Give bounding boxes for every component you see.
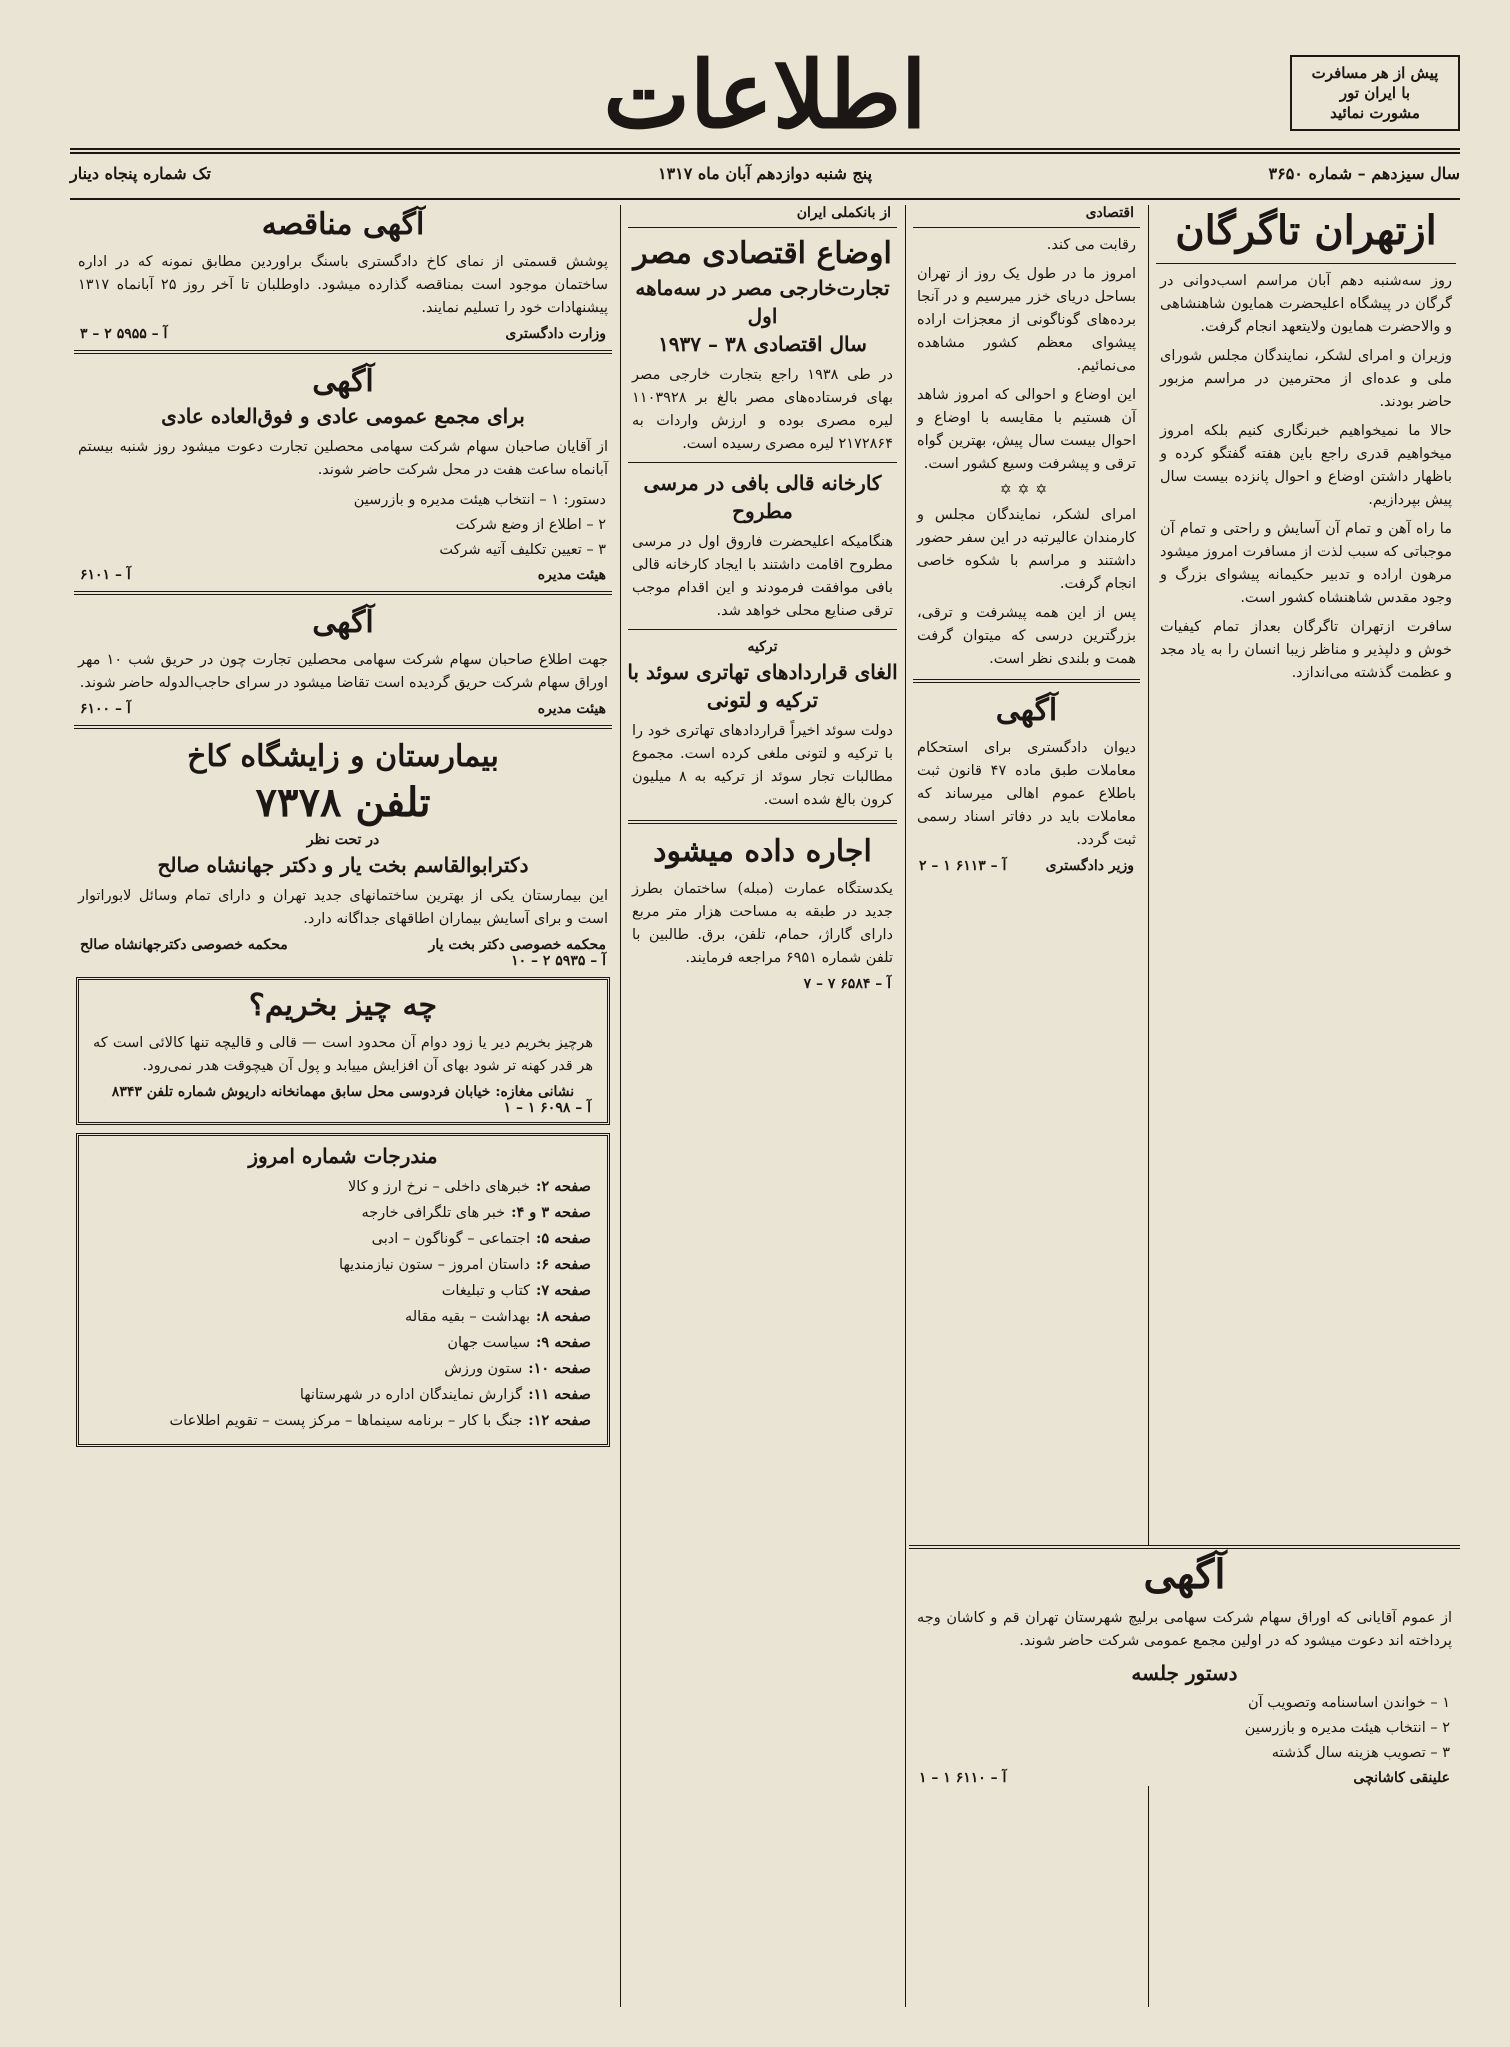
ad-signature: علینقی کاشانچی <box>1353 1770 1450 1786</box>
contents-text: بهداشت – بقیه مقاله <box>404 1309 530 1325</box>
column-divider <box>620 205 621 2007</box>
article-paragraph: پس از این همه پیشرفت و ترقی، بزرگترین درسی که میتوان گرفت همت و بلندی نظر است. <box>917 605 1136 667</box>
section-label: ترکیه <box>747 639 778 655</box>
separator <box>913 227 1140 228</box>
contents-item <box>95 1356 591 1382</box>
ad-reference: آ – ۶۱۰۱ <box>80 567 131 583</box>
promo-line: پیش از هر مسافرت <box>1311 64 1439 82</box>
contents-item <box>95 1200 591 1226</box>
agenda-item: ۱ – خواندن اساسنامه وتصویب آن <box>1247 1695 1450 1711</box>
article-paragraph: وزیران و امرای لشکر، نمایندگان مجلس شورای ملی و عده‌ای از محترمین در مراسم مزبور حاضر بودند. <box>1160 348 1452 410</box>
contents-item <box>95 1252 591 1278</box>
ad-footer <box>70 326 616 342</box>
agenda-title: دستور جلسه <box>1131 1661 1238 1685</box>
ad-signature: هیئت مدیره <box>537 701 606 717</box>
article-subheadline: تجارت‌خارجی مصر در سه‌ماهه اول <box>635 276 890 328</box>
ad-body: از عموم آقایانی که اوراق سهام شرکت سهامی برلیچ شهرستان تهران قم و کاشان وجه پرداخته اند دعوت میشود که در اولین مجمع عمومی شرکت حاضر شوند. <box>917 1610 1452 1649</box>
ad-footer <box>909 858 1144 874</box>
contents-page: صفحه ۳ و ۴: <box>511 1204 591 1221</box>
column-mid-left <box>624 205 901 2007</box>
ad-footer <box>909 1770 1460 1786</box>
contents-item <box>95 1304 591 1330</box>
hospital-doctors: دکترابوالقاسم بخت یار و دکتر جهانشاه صالح <box>157 853 529 877</box>
contents-item <box>95 1226 591 1252</box>
masthead-rule <box>70 148 1460 150</box>
agenda-item: ۲ – اطلاع از وضع شرکت <box>455 517 606 533</box>
ad-body: جهت اطلاع صاحبان سهام شرکت سهامی محصلین تجارت چون در حریق شب ۱۰ مهر اوراق سهام شرکت حریق گردیده است تقاضا میشود در سرای حاجب‌الدوله حاضر شوند. <box>78 652 608 691</box>
article-headline: الغای قراردادهای تهاتری سوئد با ترکیه و لتونی <box>627 660 898 712</box>
hospital-body: این بیمارستان یکی از بهترین ساختمانهای جدید تهران و دارای تمام وسائل لابوراتوار است و برای آسایش بیماران اطاقهای جداگانه دارد. <box>78 888 608 927</box>
promo-line: مشورت نمائید <box>1330 104 1420 122</box>
article-subheadline: سال اقتصادی ۳۸ – ۱۹۳۷ <box>658 332 867 356</box>
ad-reference: آ – ۵۹۳۵ ۲ – ۱۰ <box>511 953 606 969</box>
separator <box>74 591 612 595</box>
contents-text: سیاست جهان <box>447 1335 530 1351</box>
section-stars: ✡✡✡ <box>999 482 1054 498</box>
ad-subtitle: برای مجمع عمومی عادی و فوق‌العاده عادی <box>161 404 525 428</box>
ad-agenda <box>70 488 616 563</box>
ad-title: آگهی مناقصه <box>261 207 425 242</box>
ad-body: از آقایان صاحبان سهام شرکت سهامی محصلین تجارت دعوت میشود روز شنبه بیستم آبانماه ساعت هفت در محل شرکت حاضر شوند. <box>78 439 608 478</box>
contents-list <box>85 1174 601 1434</box>
ad-address: نشانی مغازه: خیابان فردوسی محل سابق مهمانخانه داریوش شماره تلفن ۸۳۴۳ <box>111 1084 575 1100</box>
contents-box <box>76 1133 610 1447</box>
ad-footer <box>624 976 901 992</box>
article-paragraph: این اوضاع و احوالی که امروز شاهد آن هستیم با مقایسه با اوضاع و احوال بیست سال پیش، بهترین گواه ترقی و پیشرفت وسیع کشور است. <box>917 387 1136 472</box>
ad-reference: آ – ۵۹۵۵ ۲ – ۳ <box>80 326 168 342</box>
hospital-note: در تحت نظر <box>306 832 380 848</box>
agenda-item: ۳ – تصویب هزینه سال گذشته <box>1271 1745 1450 1761</box>
contents-page: صفحه ۱۰: <box>528 1360 591 1377</box>
ad-title: چه چیز بخریم؟ <box>248 988 438 1023</box>
ad-title: آگهی <box>995 693 1058 728</box>
ad-reference: آ – ۶۵۸۴ ۷ – ۷ <box>803 976 891 992</box>
separator <box>628 462 897 463</box>
contents-text: خبرهای داخلی – نرخ ارز و کالا <box>347 1179 530 1195</box>
ad-reference: آ – ۶۱۱۳ ۱ – ۲ <box>919 858 1007 874</box>
agenda-item: ۳ – تعیین تکلیف آتیه شرکت <box>439 542 606 558</box>
contents-page: صفحه ۲: <box>536 1178 591 1195</box>
contents-item <box>95 1278 591 1304</box>
ad-body: دیوان دادگستری برای استحکام معاملات طبق ماده ۴۷ قانون ثبت باطلاع عموم اهالی میرساند که معاملات باید در دفاتر اسناد رسمی ثبت گردد. <box>917 740 1136 848</box>
separator <box>628 629 897 630</box>
ad-signature: هیئت مدیره <box>537 567 606 583</box>
article-paragraph: هنگامیکه اعلیحضرت فاروق اول در مرسی مطروح اقامت داشتند با ایجاد کارخانه قالی بافی موافقت فرمودند و این اقدام موجب ترقی صنایع محلی خواهد شد. <box>632 534 893 619</box>
article-headline: اوضاع اقتصادی مصر <box>633 236 892 271</box>
ad-signature: وزارت دادگستری <box>505 326 606 342</box>
article-paragraph: رقابت می کند. <box>1046 237 1136 253</box>
dateline-rule <box>70 198 1460 200</box>
promo-line: با ایران تور <box>1339 84 1411 102</box>
contents-text: ستون ورزش <box>444 1361 523 1377</box>
ad-signature: وزیر دادگستری <box>1045 858 1134 874</box>
article-headline: کارخانه قالی بافی در مرسی مطروح <box>643 471 882 523</box>
contents-item <box>95 1408 591 1434</box>
article-paragraph: حالا ما نمیخواهیم خبرنگاری کنیم بلکه امروز میخواهیم قدری راجع باین هفته گفتگو کرده و باظهار داشتن اوضاع و احوال پانزده بیست سال پیش بپردازیم. <box>1160 423 1452 508</box>
separator <box>913 679 1140 683</box>
ad-footer <box>85 1100 601 1116</box>
ad-footer <box>70 953 616 969</box>
ad-body: پوشش قسمتی از نمای کاخ دادگستری باسنگ براوردین مطابق نمونه که در اداره ساختمان موجود است بمناقصه گذارده میشود. داوطلبان تا آخر روز ۲۵ آبانماه ۱۳۱۷ پیشنهادات خود را تسلیم نمایند. <box>78 254 608 316</box>
masthead <box>70 40 1460 149</box>
column-left <box>70 205 616 2007</box>
contents-page: صفحه ۸: <box>536 1308 591 1325</box>
article-paragraph: امروز ما در طول یک روز از تهران بساحل دریای خزر میرسیم و در آنجا برده‌های گوناگونی از معجزات اراده پیشوای معظم کشور مشاهده می‌نمائیم. <box>917 266 1136 374</box>
separator <box>74 725 612 729</box>
issue-number: سال سیزدهم – شماره ۳۶۵۰ <box>1268 164 1460 183</box>
agenda-item: دستور: ۱ – انتخاب هیئت مدیره و بازرسین <box>353 492 606 508</box>
ad-body: یکدستگاه عمارت (مبله) ساختمان بطرز جدید در طبقه به مساحت هزار متر مربع دارای گاراژ، حمام، تلفن، برق. طالبین با تلفن شماره ۶۹۵۱ مراجعه فرمایند. <box>632 881 893 966</box>
contents-page: صفحه ۹: <box>536 1334 591 1351</box>
ad-reference: آ – ۶۱۱۰ ۱ – ۱ <box>919 1770 1007 1786</box>
article-headline: ازتهران تاگرگان <box>1175 207 1437 254</box>
article-paragraph: روز سه‌شنبه دهم آبان مراسم اسب‌دوانی در گرگان در پیشگاه اعلیحضرت همایون شاهنشاهی و والاحضرت همایون ولایتعهد انجام گرفت. <box>1160 273 1452 335</box>
hospital-phone: تلفن ۷۳۷۸ <box>255 779 431 826</box>
contents-title: مندرجات شماره امروز <box>248 1144 438 1168</box>
ad-reference: آ – ۶۱۰۰ <box>80 701 131 717</box>
ad-title: آگهی <box>312 364 374 399</box>
section-header <box>624 205 901 221</box>
contents-page: صفحه ۵: <box>536 1230 591 1247</box>
agenda-item: ۲ – انتخاب هیئت مدیره و بازرسین <box>1244 1720 1450 1736</box>
promo-box <box>1290 55 1460 131</box>
hospital-office: محکمه خصوصی دکتر بخت یار <box>428 937 606 953</box>
article-paragraph: دولت سوئد اخیراً قراردادهای تهاتری خود را با ترکیه و لتونی ملغی کرده است. مجموع مطالبات تجار سوئد از ترکیه به ۸ میلیون کرون بالغ شده است. <box>632 723 893 808</box>
hospital-office: محکمه خصوصی دکترجهانشاه صالح <box>80 937 288 953</box>
dateline <box>70 160 1460 190</box>
section-label: از بانکملی ایران <box>796 205 891 221</box>
separator <box>74 350 612 354</box>
article-paragraph: ما راه آهن و تمام آن آسایش و راحتی و تمام آن موجباتی که سبب لذت از مسافرت امروز میشود مرهون اراده و تدبیر حکیمانه پیشوای بزرگ و وجود مقدس شاهنشاه کشور است. <box>1160 521 1452 606</box>
masthead-rule-2 <box>70 152 1460 154</box>
contents-page: صفحه ۶: <box>536 1256 591 1273</box>
ad-body: هرچیز بخریم دیر یا زود دوام آن محدود است — قالی و قالیچه تنها کالائی است که هر قدر کهنه تر شود بهای آن افزایش مییابد و پول آن هیچوقت هدر نمی‌رود. <box>93 1035 593 1074</box>
carpet-ad <box>76 977 610 1125</box>
article-paragraph: سافرت ازتهران تاگرگان بعداز تمام کیفیات خوش و دلپذیر و مناظر زیبا انسان را به یاد مجد و عظمت گذشته می‌اندازد. <box>1160 619 1452 681</box>
hospital-offices <box>70 937 616 953</box>
separator <box>628 820 897 824</box>
section-label: اقتصادی <box>1085 205 1134 221</box>
contents-page: صفحه ۷: <box>536 1282 591 1299</box>
ad-title: اجاره داده میشود <box>653 834 872 869</box>
contents-text: کتاب و تبلیغات <box>441 1283 530 1299</box>
article-paragraph: در طی ۱۹۳۸ راجع بتجارت خارجی مصر بهای فرستاده‌های مصر بالغ بر ۱۱۰۳۹۲۸ لیره مصری بوده و ارزش واردات به ۲۱۷۲۸۶۴ لیره مصری رسیده است. <box>632 367 893 452</box>
ad-footer <box>70 701 616 717</box>
ad-title: آگهی <box>312 605 374 640</box>
contents-page: صفحه ۱۲: <box>528 1412 591 1429</box>
contents-item <box>95 1330 591 1356</box>
issue-date: پنج شنبه دوازدهم آبان ماه ۱۳۱۷ <box>657 164 873 183</box>
bottom-right-ad <box>909 1545 1460 1786</box>
ad-footer <box>70 567 616 583</box>
ad-title: آگهی <box>1143 1551 1226 1598</box>
ad-reference: آ – ۶۰۹۸ ۱ – ۱ <box>503 1100 591 1116</box>
contents-text: جنگ با کار – برنامه سینماها – مرکز پست – تقویم اطلاعات <box>169 1413 523 1429</box>
ad-agenda <box>909 1691 1460 1766</box>
contents-item <box>95 1174 591 1200</box>
contents-text: گزارش نمایندگان اداره در شهرستانها <box>299 1387 523 1403</box>
contents-text: داستان امروز – ستون نیازمندیها <box>339 1257 530 1273</box>
contents-item <box>95 1382 591 1408</box>
issue-price: تک شماره پنجاه دینار <box>70 164 211 183</box>
separator <box>1156 263 1456 264</box>
section-header <box>909 205 1144 221</box>
article-paragraph: امرای لشکر، نمایندگان مجلس و کارمندان عالیرتبه در این سفر حضور داشتند و مراسم با شکوه خاصی انجام گرفت. <box>917 507 1136 592</box>
separator <box>628 227 897 228</box>
contents-text: خبر های تلگرافی خارجه <box>361 1205 506 1221</box>
contents-text: اجتماعی – گوناگون – ادبی <box>371 1231 530 1247</box>
column-divider <box>905 205 906 2007</box>
contents-page: صفحه ۱۱: <box>528 1386 591 1403</box>
hospital-title: بیمارستان و زایشگاه کاخ <box>187 739 499 774</box>
newspaper-title: اطلاعات <box>603 41 927 149</box>
